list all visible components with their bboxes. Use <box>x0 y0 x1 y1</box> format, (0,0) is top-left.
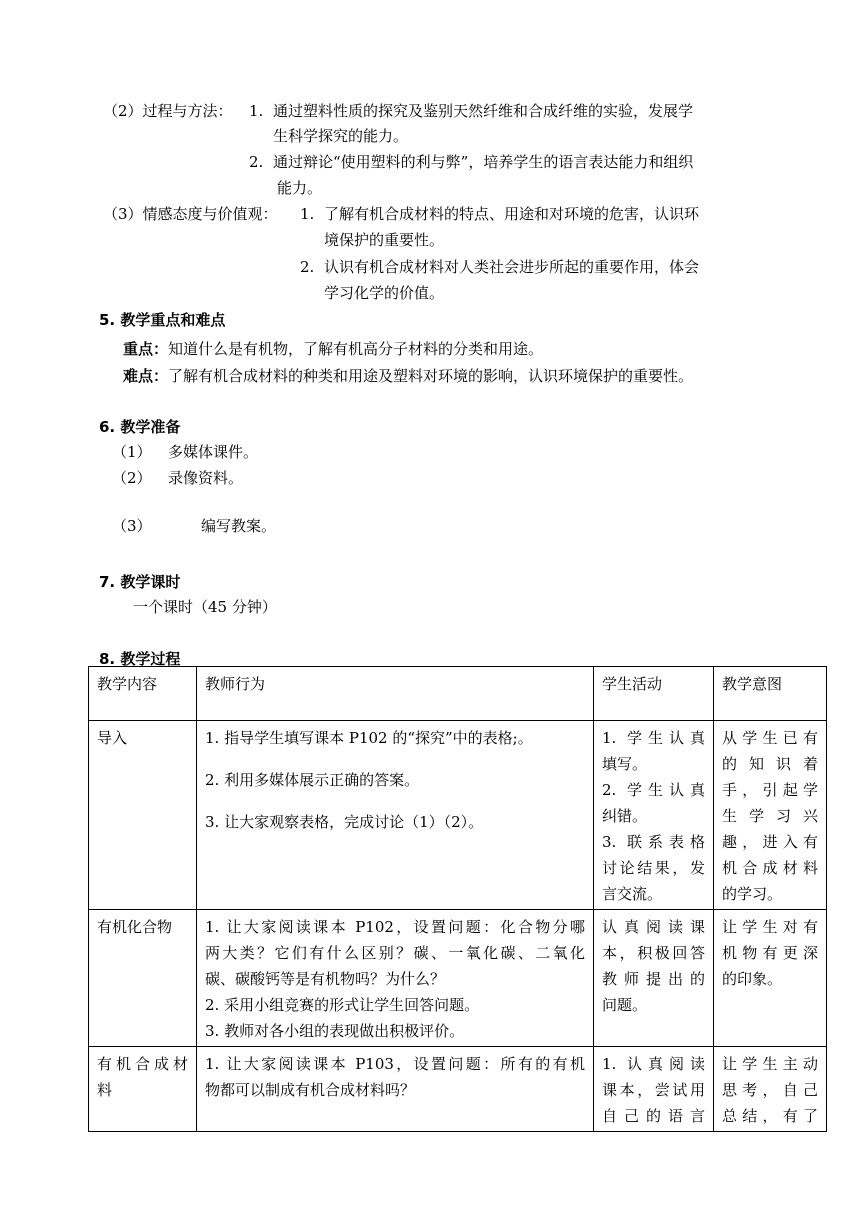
student-line: 教师提出的 <box>602 970 705 988</box>
emotion-item-2-num: 2. <box>300 258 315 276</box>
prep-item-3-num: （3） <box>112 517 152 535</box>
difficult-point <box>123 364 693 388</box>
row-teacher <box>197 721 594 910</box>
process-item-2-line2: 能力。 <box>277 179 323 197</box>
emotion-value-label: （3）情感态度与价值观： <box>103 205 278 223</box>
teacher-step: 3. 让大家观察表格，完成讨论（1）（2）。 <box>205 813 484 831</box>
difficult-point-label: 难点： <box>123 367 169 385</box>
teacher-line: 两大类？它们有什么区别？碳、一氧化碳、二氧化 <box>205 944 585 962</box>
key-point <box>123 337 543 361</box>
teacher-step: 1. 指导学生填写课本 P102 的“探究”中的表格;。 <box>205 729 533 747</box>
prep-item-2-text: 录像资料。 <box>168 469 244 487</box>
section8-heading: 8. 教学过程 <box>99 650 181 668</box>
key-point-label: 重点： <box>123 340 169 358</box>
student-line: 本，积极回答 <box>602 944 705 962</box>
row-content: 有机化合物 <box>89 910 197 1047</box>
teacher-line: 物都可以制成有机合成材料吗？ <box>205 1081 416 1099</box>
emotion-item-2-line1: 认识有机合成材料对人类社会进步所起的重要作用，体会 <box>324 258 700 276</box>
student-line: 2. 学生认真 <box>602 781 705 799</box>
table-header-row <box>89 667 827 721</box>
process-item-2-num: 2. <box>249 153 264 171</box>
process-item-1-line2: 生科学探究的能力。 <box>273 127 409 145</box>
section7-heading: 7. 教学课时 <box>99 573 181 591</box>
student-line: 1. 认真阅读 <box>602 1055 705 1073</box>
intent-line: 从学生已有 <box>722 729 818 747</box>
class-hours-text: 一个课时（45 分钟） <box>133 598 277 616</box>
table-row <box>89 1047 827 1132</box>
prep-item-1-text: 多媒体课件。 <box>168 443 259 461</box>
teacher-line: 碳、碳酸钙等是有机物吗？为什么？ <box>205 970 446 988</box>
content-line: 有机合成材 <box>97 1055 188 1073</box>
student-line: 问题。 <box>602 996 648 1014</box>
student-line: 填写。 <box>602 755 648 773</box>
intent-line: 的学习。 <box>722 885 783 903</box>
student-line: 讨论结果，发 <box>602 859 705 877</box>
row-intent <box>714 1047 827 1132</box>
student-line: 自己的语言 <box>602 1107 705 1125</box>
emotion-item-2-line2: 学习化学的价值。 <box>324 284 445 302</box>
row-intent <box>714 721 827 910</box>
student-line: 认真阅读课 <box>602 918 705 936</box>
prep-item-3-text: 编写教案。 <box>201 517 277 535</box>
intent-line: 趣，进入有 <box>722 833 818 851</box>
teacher-line: 1. 让大家阅读课本 P103，设置问题：所有的有机 <box>205 1055 585 1073</box>
section6-heading: 6. 教学准备 <box>99 418 181 436</box>
intent-line: 让学生主动 <box>722 1055 818 1073</box>
content-line: 料 <box>97 1081 113 1099</box>
teacher-line: 1. 让大家阅读课本 P102，设置问题：化合物分哪 <box>205 918 585 936</box>
row-student <box>594 910 714 1047</box>
prep-item-1-num: （1） <box>112 443 152 461</box>
intent-line: 的印象。 <box>722 970 783 988</box>
row-student <box>594 1047 714 1132</box>
row-content: 导入 <box>89 721 197 910</box>
row-teacher <box>197 910 594 1047</box>
intent-line: 思考，自己 <box>722 1081 818 1099</box>
process-item-1-line1: 通过塑料性质的探究及鉴别天然纤维和合成纤维的实验，发展学 <box>273 102 694 120</box>
teacher-line: 3. 教师对各小组的表现做出积极评价。 <box>205 1022 465 1040</box>
emotion-item-1-line2: 境保护的重要性。 <box>324 231 445 249</box>
intent-line: 手，引起学 <box>722 781 818 799</box>
prep-item-2-num: （2） <box>112 469 152 487</box>
row-content <box>89 1047 197 1132</box>
key-point-text: 知道什么是有机物，了解有机高分子材料的分类和用途。 <box>168 340 544 358</box>
student-line: 1. 学生认真 <box>602 729 705 747</box>
row-student <box>594 721 714 910</box>
emotion-item-1-num: 1. <box>300 205 315 223</box>
table-row <box>89 721 827 910</box>
emotion-item-1-line1: 了解有机合成材料的特点、用途和对环境的危害，认识环 <box>324 205 700 223</box>
intent-line: 机物有更深 <box>722 944 818 962</box>
intent-line: 让学生对有 <box>722 918 818 936</box>
table-row <box>89 910 827 1047</box>
intent-line: 总结，有了 <box>722 1107 818 1125</box>
header-content: 教学内容 <box>89 667 197 721</box>
difficult-point-text: 了解有机合成材料的种类和用途及塑料对环境的影响，认识环境保护的重要性。 <box>168 367 694 385</box>
student-line: 3. 联系表格 <box>602 833 705 851</box>
teacher-step: 2. 利用多媒体展示正确的答案。 <box>205 771 420 789</box>
intent-line: 机合成材料 <box>722 859 818 877</box>
student-line: 言交流。 <box>602 885 663 903</box>
header-student: 学生活动 <box>594 667 714 721</box>
teacher-line: 2. 采用小组竞赛的形式让学生回答问题。 <box>205 996 480 1014</box>
student-line: 课本，尝试用 <box>602 1081 705 1099</box>
row-teacher <box>197 1047 594 1132</box>
process-item-1-num: 1. <box>249 102 264 120</box>
process-method-label: （2）过程与方法： <box>103 102 233 120</box>
process-item-2-line1: 通过辩论“使用塑料的利与弊”，培养学生的语言表达能力和组织 <box>273 153 694 171</box>
row-intent <box>714 910 827 1047</box>
student-line: 纠错。 <box>602 807 648 825</box>
header-intent: 教学意图 <box>714 667 827 721</box>
intent-line: 生学习兴 <box>722 807 818 825</box>
section5-heading: 5. 教学重点和难点 <box>99 311 226 329</box>
header-teacher: 教师行为 <box>197 667 594 721</box>
intent-line: 的知识着 <box>722 755 818 773</box>
teaching-process-table <box>88 666 827 1132</box>
